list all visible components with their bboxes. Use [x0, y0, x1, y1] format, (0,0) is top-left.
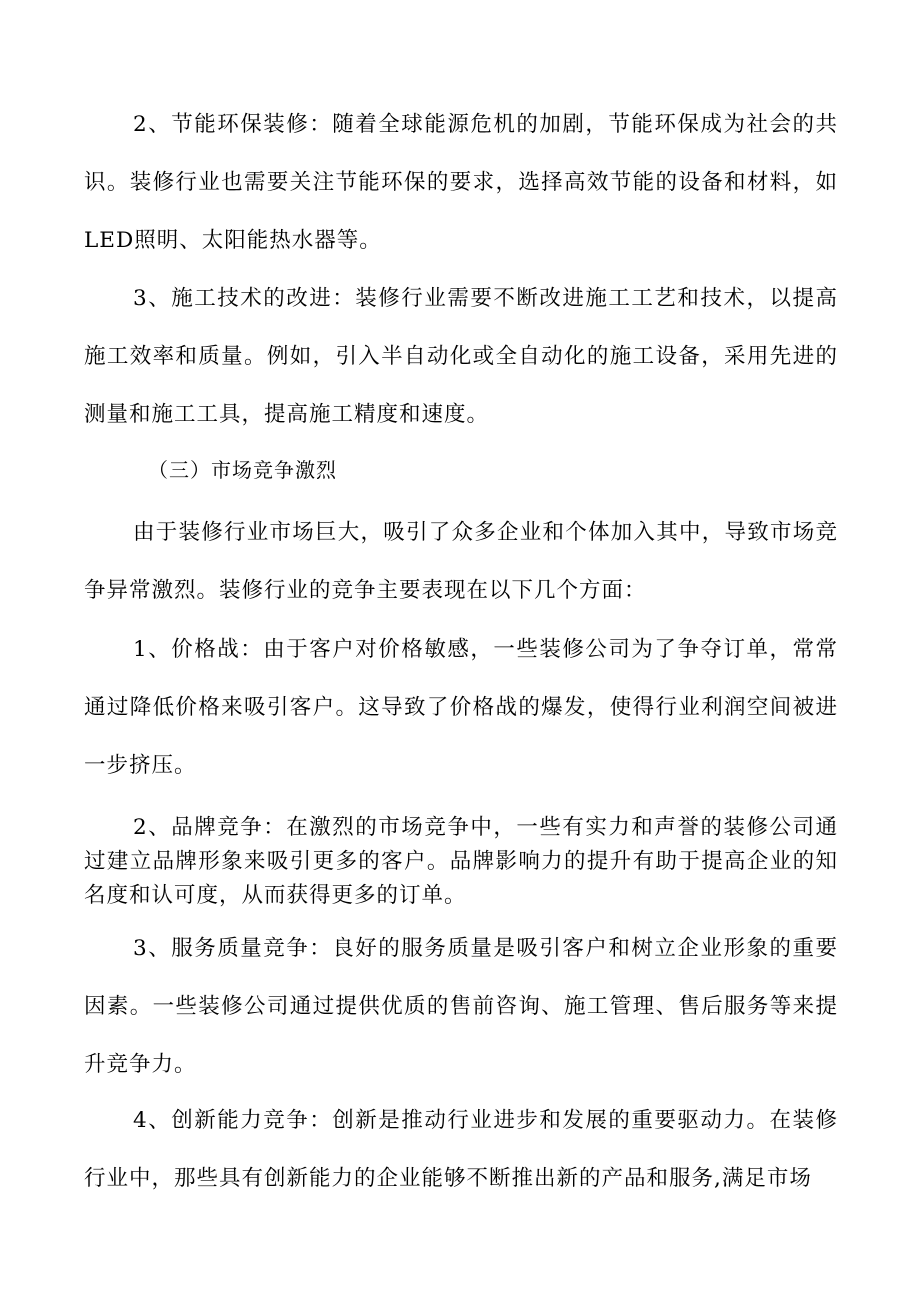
paragraph-price-war: 1、价格战：由于客户对价格敏感，一些装修公司为了争夺订单，常常通过降低价格来吸引客户。这导致了价格战的爆发，使得行业利润空间被进一步挤压。	[84, 637, 838, 778]
paragraph-service-quality: 3、服务质量竞争：良好的服务质量是吸引客户和树立企业形象的重要因素。一些装修公司通过提供优质的售前咨询、施工管理、售后服务等来提升竞争力。	[84, 936, 838, 1077]
section-heading: （三）市场竞争激烈	[148, 458, 337, 482]
paragraph-innovation: 4、创新能力竞争：创新是推动行业进步和发展的重要驱动力。在装修行业中，那些具有创新能力的企业能够不断推出新的产品和服务,满足市场	[84, 1108, 838, 1191]
paragraph-market-intro: 由于装修行业市场巨大，吸引了众多企业和个体加入其中，导致市场竞争异常激烈。装修行业的竞争主要表现在以下几个方面：	[84, 520, 838, 603]
paragraph-construction-tech: 3、施工技术的改进：装修行业需要不断改进施工工艺和技术，以提高施工效率和质量。例如，引入半自动化或全自动化的施工设备，采用先进的测量和施工工具，提高施工精度和速度。	[84, 286, 838, 427]
paragraph-brand-competition: 2、品牌竞争：在激烈的市场竞争中，一些有实力和声誉的装修公司通过建立品牌形象来吸引更多的客户。品牌影响力的提升有助于提高企业的知名度和认可度，从而获得更多的订单。	[84, 815, 838, 908]
paragraph-energy-saving: 2、节能环保装修：随着全球能源危机的加剧，节能环保成为社会的共识。装修行业也需要关注节能环保的要求，选择高效节能的设备和材料，如LED照明、太阳能热水器等。	[84, 112, 838, 253]
